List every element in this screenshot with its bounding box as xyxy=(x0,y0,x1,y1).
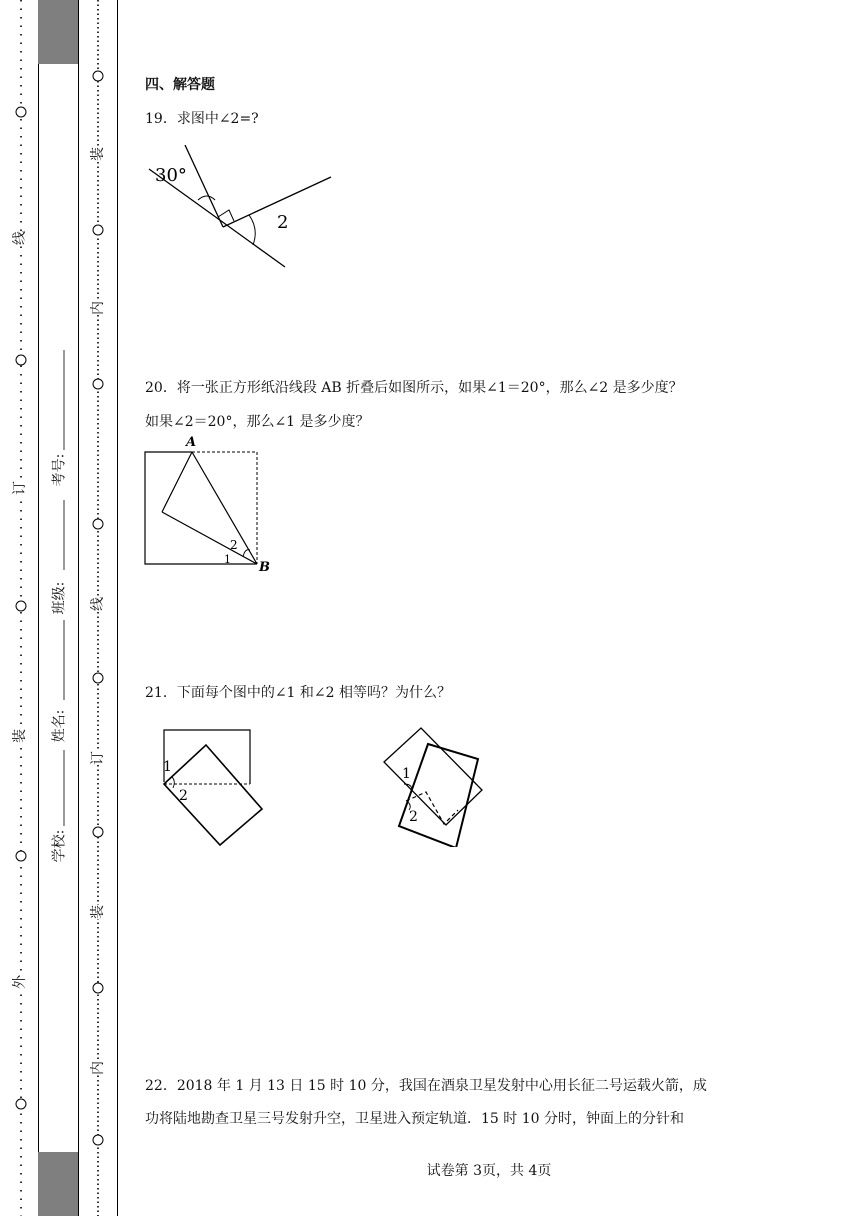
binding-margin xyxy=(0,0,118,1216)
question-22-line2: 功将陆地勘查卫星三号发射升空，卫星进入预定轨道．15 时 10 分时，钟面上的分针和 xyxy=(145,1111,684,1127)
outer-mark-order: 订 xyxy=(9,481,29,495)
margin-rule xyxy=(38,0,39,1216)
outer-mark-outside: 外 xyxy=(9,975,29,989)
field-label-name: 姓名: xyxy=(51,709,68,743)
field-label-school: 学校: xyxy=(51,829,68,863)
margin-rule xyxy=(78,0,79,1216)
label-angle-1: 1 xyxy=(402,766,411,782)
label-angle-1: 1 xyxy=(163,759,172,775)
field-label-class: 班级: xyxy=(51,581,68,615)
label-angle-2: 2 xyxy=(230,538,238,552)
gray-block-top xyxy=(38,0,78,64)
outer-dotted-column xyxy=(6,0,36,1216)
figure-q21-left xyxy=(158,725,268,850)
inner-mark-inside-1: 内 xyxy=(87,301,107,315)
field-exam-no[interactable] xyxy=(40,350,76,500)
field-label-exam-no: 考号: xyxy=(51,453,68,487)
outer-mark-bind: 装 xyxy=(9,729,29,743)
field-school[interactable] xyxy=(40,750,76,870)
question-19-text: 19．求图中∠2=? xyxy=(145,111,259,127)
inner-mark-bind-2: 装 xyxy=(87,905,107,919)
outer-mark-line: 线 xyxy=(9,231,29,245)
label-angle-2: 2 xyxy=(277,212,289,233)
page-footer: 试卷第 3页，共 4页 xyxy=(426,1163,552,1179)
figure-q20 xyxy=(140,432,280,577)
label-point-a: A xyxy=(186,435,197,450)
field-name[interactable] xyxy=(40,620,76,750)
inner-mark-bind-1: 装 xyxy=(87,147,107,161)
field-class[interactable] xyxy=(40,500,76,620)
section-title: 四、解答题 xyxy=(145,77,215,93)
inner-mark-line: 线 xyxy=(87,597,107,611)
label-point-b: B xyxy=(259,560,270,575)
margin-rule xyxy=(117,0,118,1216)
label-angle-2: 2 xyxy=(179,788,188,804)
question-20-line1: 20．将一张正方形纸沿线段 AB 折叠后如图所示，如果∠1＝20°，那么∠2 是多少度？ xyxy=(145,380,683,396)
question-21-text: 21．下面每个图中的∠1 和∠2 相等吗？为什么？ xyxy=(145,685,451,701)
figure-q21-right xyxy=(380,722,490,847)
inner-mark-order: 订 xyxy=(87,751,107,765)
label-angle-2: 2 xyxy=(409,809,418,825)
figure-q19 xyxy=(145,145,345,270)
question-22-line1: 22．2018 年 1 月 13 日 15 时 10 分，我国在酒泉卫星发射中心用长征二号运载火箭，成 xyxy=(145,1078,707,1094)
gray-block-bottom xyxy=(38,1152,78,1216)
label-angle-1: 1 xyxy=(224,553,231,566)
inner-mark-inside-2: 内 xyxy=(87,1061,107,1075)
label-30-degree: 30° xyxy=(155,165,187,186)
question-20-line2: 如果∠2＝20°，那么∠1 是多少度？ xyxy=(145,414,370,430)
